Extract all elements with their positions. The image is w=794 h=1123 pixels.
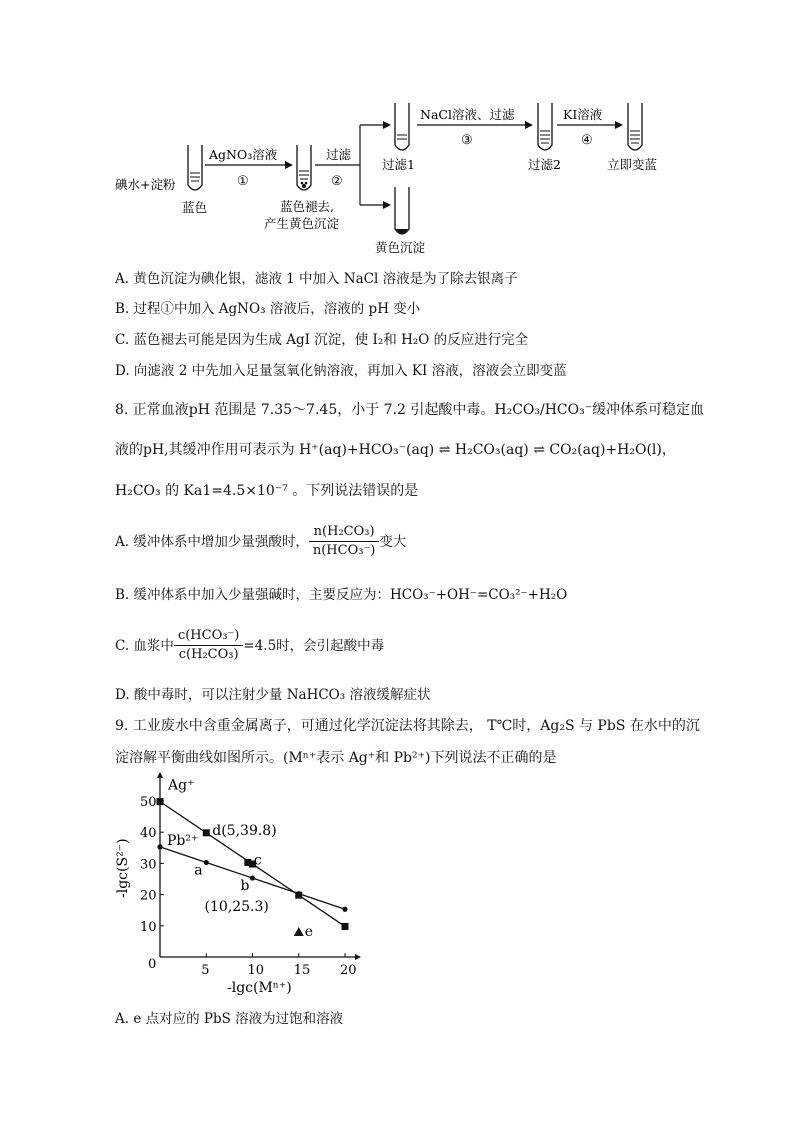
y-tick-label-20: 20 <box>140 888 157 904</box>
x-tick-label-10: 10 <box>247 963 265 978</box>
x-tick-label-20: 20 <box>340 963 357 978</box>
point-c-marker <box>244 859 251 866</box>
test-tube-yellow-precipitate <box>297 145 311 190</box>
step1-reagent: AgNO₃溶液 <box>209 147 278 162</box>
y-tick-label-50: 50 <box>140 795 157 810</box>
q8-option-c-suffix: =4.5时，会引起酸中毒 <box>243 637 385 654</box>
filtrate2-label: 过滤2 <box>528 157 561 172</box>
y-tick-label-30: 30 <box>140 857 157 873</box>
step1-num: ① <box>237 174 249 189</box>
step2-reagent: 过滤 <box>326 147 352 162</box>
series-1-point-0 <box>157 844 162 849</box>
q8-option-c-prefix: C. 血浆中 <box>115 637 174 654</box>
series-0-point-4 <box>342 923 349 930</box>
q8-option-c-denominator: c(H₂CO₃) <box>178 647 239 662</box>
x-tick-label-5: 5 <box>201 963 210 978</box>
q9-option-a[interactable]: A. e 点对应的 PbS 溶液为过饱和溶液 <box>115 1011 344 1027</box>
test-tube-filtrate-1 <box>395 103 409 150</box>
series-0-point-1 <box>203 829 210 836</box>
step3-reagent: NaCl溶液、过滤 <box>420 107 515 122</box>
y-tick-label-40: 40 <box>140 826 157 842</box>
q7-option-b[interactable]: B. 过程①中加入 AgNO₃ 溶液后，溶液的 pH 变小 <box>115 301 421 317</box>
q8-option-a-suffix: 变大 <box>379 533 407 550</box>
tube2-label-1: 蓝色褪去, <box>280 199 334 214</box>
q8-option-a-fraction <box>309 523 380 560</box>
step3-num: ③ <box>461 133 473 148</box>
tube1-label: 蓝色 <box>182 200 208 215</box>
series-1-point-1 <box>204 860 209 865</box>
q8-stem-line3: H₂CO₃ 的 Ka1=4.5×10⁻⁷ 。下列说法错误的是 <box>115 483 419 499</box>
step4-reagent: KI溶液 <box>563 107 603 122</box>
point-label-1: a <box>194 862 203 879</box>
q7-option-a[interactable]: A. 黄色沉淀为碘化银，滤液 1 中加入 NaCl 溶液是为了除去银离子 <box>115 271 518 287</box>
q7-option-c[interactable]: C. 蓝色褪去可能是因为生成 AgI 沉淀，使 I₂和 H₂O 的反应进行完全 <box>115 332 529 348</box>
final-label: 立即变蓝 <box>607 157 658 172</box>
q8-option-c-fraction <box>174 627 243 664</box>
q8-option-b[interactable]: B. 缓冲体系中加入少量强碱时，主要反应为：HCO₃⁻+OH⁻=CO₃²⁻+H₂O <box>115 587 568 603</box>
series-1-point-3 <box>296 891 301 896</box>
point-label-4: c <box>253 852 262 869</box>
test-tube-precipitate <box>395 187 409 234</box>
x-axis-label: -lgc(Mⁿ⁺) <box>227 980 292 996</box>
series-label-1: Pb²⁺ <box>167 832 199 849</box>
point-label-3: (10,25.3) <box>204 899 269 916</box>
q9-stem-line2: 淀溶解平衡曲线如图所示。(Mⁿ⁺表示 Ag⁺和 Pb²⁺)下列说法不正确的是 <box>115 750 557 766</box>
q8-option-a-numerator: n(H₂CO₃) <box>309 523 380 542</box>
point-e-marker <box>294 927 304 936</box>
q8-stem-line1: 8. 正常血液pH 范围是 7.35～7.45，小于 7.2 引起酸中毒。H₂CO₃/HCO₃⁻缓冲体系可稳定血 <box>115 402 705 418</box>
q8-option-a-denominator: n(HCO₃⁻) <box>312 543 376 558</box>
origin-label: 0 <box>148 957 157 972</box>
series-1-point-2 <box>250 875 255 880</box>
precipitate-label: 黄色沉淀 <box>375 240 426 255</box>
step2-num: ② <box>331 174 343 189</box>
test-tube-filtrate-2 <box>538 103 552 150</box>
series-0-point-0 <box>157 798 164 805</box>
q8-option-c-numerator: c(HCO₃⁻) <box>174 627 243 646</box>
x-tick-label-15: 15 <box>293 963 311 978</box>
q8-option-a[interactable] <box>115 523 406 560</box>
series-label-0: Ag⁺ <box>168 777 195 794</box>
step4-num: ④ <box>581 133 593 148</box>
q8-stem-line2: 液的pH,其缓冲作用可表示为 H⁺(aq)+HCO₃⁻(aq) ⇌ H₂CO₃(aq) ⇌ CO₂(aq)+H₂O(l)， <box>115 442 676 458</box>
start-label: 碘水+淀粉 <box>115 177 176 192</box>
y-tick-label-10: 10 <box>140 919 157 935</box>
experiment-flow-diagram <box>105 95 705 265</box>
point-label-0: d(5,39.8) <box>212 822 277 839</box>
point-label-2: b <box>240 878 250 895</box>
q8-option-d[interactable]: D. 酸中毒时，可以注射少量 NaHCO₃ 溶液缓解症状 <box>115 687 431 703</box>
q7-option-d[interactable]: D. 向滤液 2 中先加入足量氢氧化钠溶液，再加入 KI 溶液，溶液会立即变蓝 <box>115 363 567 379</box>
series-1-point-4 <box>342 907 347 912</box>
q9-stem-line1: 9. 工业废水中含重金属离子，可通过化学沉淀法将其除去， T℃时，Ag₂S 与 PbS 在水中的沉 <box>115 718 700 734</box>
solubility-equilibrium-chart <box>115 770 375 1000</box>
filtrate1-label: 过滤1 <box>382 157 415 172</box>
tube2-label-2: 产生黄色沉淀 <box>264 216 340 231</box>
test-tube-blue <box>188 145 202 190</box>
test-tube-final-blue <box>628 103 642 150</box>
y-axis-label: -lgc(S²⁻) <box>115 838 131 898</box>
point-label-5: e <box>304 924 314 941</box>
q8-option-a-prefix: A. 缓冲体系中增加少量强酸时， <box>115 533 309 550</box>
q8-option-c[interactable] <box>115 627 384 664</box>
